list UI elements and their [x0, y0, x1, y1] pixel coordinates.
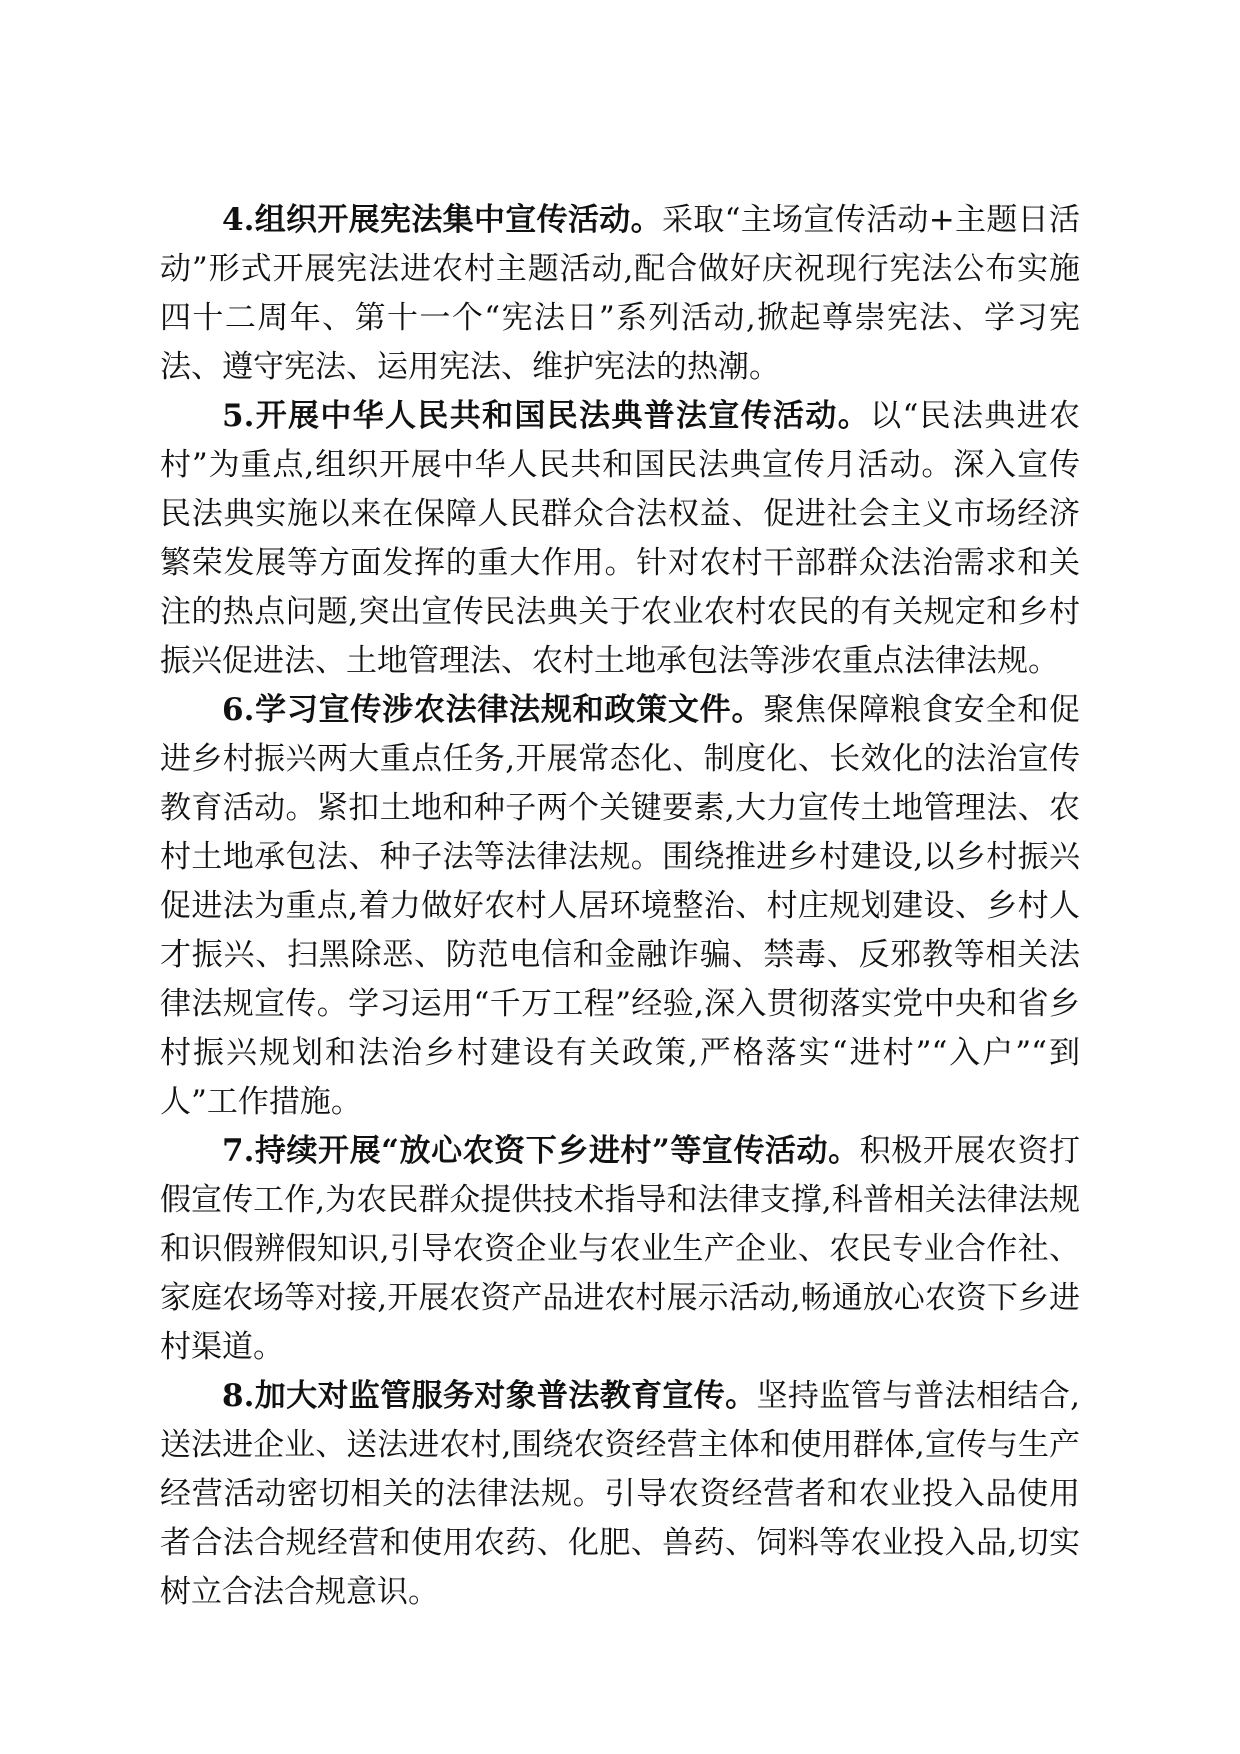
- paragraph-text: 坚持监管与普法相结合,送法进企业、送法进农村,围绕农资经营主体和使用群体,宣传与生产经营活动密切相关的法律法规。引导农资经营者和农业投入品使用者合法合规经营和使用农药、化肥、兽药、饲料等农业投入品,切实树立合法合规意识。: [160, 1378, 1080, 1610]
- paragraph-text: 采取“主场宣传活动+主题日活动”形式开展宪法进农村主题活动,配合做好庆祝现行宪法公布实施四十二周年、第十一个“宪法日”系列活动,掀起尊崇宪法、学习宪法、遵守宪法、运用宪法、维护宪法的热潮。: [160, 202, 1080, 385]
- paragraph-heading: 8.加大对监管服务对象普法教育宣传。: [222, 1378, 757, 1414]
- paragraph-heading: 6.学习宣传涉农法律法规和政策文件。: [222, 692, 764, 728]
- document-body: [160, 196, 1080, 1617]
- paragraph-item-7: [160, 1127, 1080, 1372]
- paragraph-text: 聚焦保障粮食安全和促进乡村振兴两大重点任务,开展常态化、制度化、长效化的法治宣传教育活动。紧扣土地和种子两个关键要素,大力宣传土地管理法、农村土地承包法、种子法等法律法规。围绕推进乡村建设,以乡村振兴促进法为重点,着力做好农村人居环境整治、村庄规划建设、乡村人才振兴、扫黑除恶、防范电信和金融诈骗、禁毒、反邪教等相关法律法规宣传。学习运用“千万工程”经验,深入贯彻落实党中央和省乡村振兴规划和法治乡村建设有关政策,严格落实“进村”“入户”“到人”工作措施。: [160, 692, 1080, 1120]
- paragraph-heading: 4.组织开展宪法集中宣传活动。: [222, 202, 662, 238]
- paragraph-text: 以“民法典进农村”为重点,组织开展中华人民共和国民法典宣传月活动。深入宣传民法典实施以来在保障人民群众合法权益、促进社会主义市场经济繁荣发展等方面发挥的重大作用。针对农村干部群众法治需求和关注的热点问题,突出宣传民法典关于农业农村农民的有关规定和乡村振兴促进法、土地管理法、农村土地承包法等涉农重点法律法规。: [160, 398, 1080, 679]
- paragraph-text: 积极开展农资打假宣传工作,为农民群众提供技术指导和法律支撑,科普相关法律法规和识假辨假知识,引导农资企业与农业生产企业、农民专业合作社、家庭农场等对接,开展农资产品进农村展示活动,畅通放心农资下乡进村渠道。: [160, 1133, 1080, 1365]
- paragraph-item-8: [160, 1372, 1080, 1617]
- paragraph-heading: 5.开展中华人民共和国民法典普法宣传活动。: [222, 398, 871, 434]
- paragraph-heading: 7.持续开展“放心农资下乡进村”等宣传活动。: [222, 1133, 860, 1169]
- paragraph-item-6: [160, 686, 1080, 1127]
- paragraph-item-4: [160, 196, 1080, 392]
- paragraph-item-5: [160, 392, 1080, 686]
